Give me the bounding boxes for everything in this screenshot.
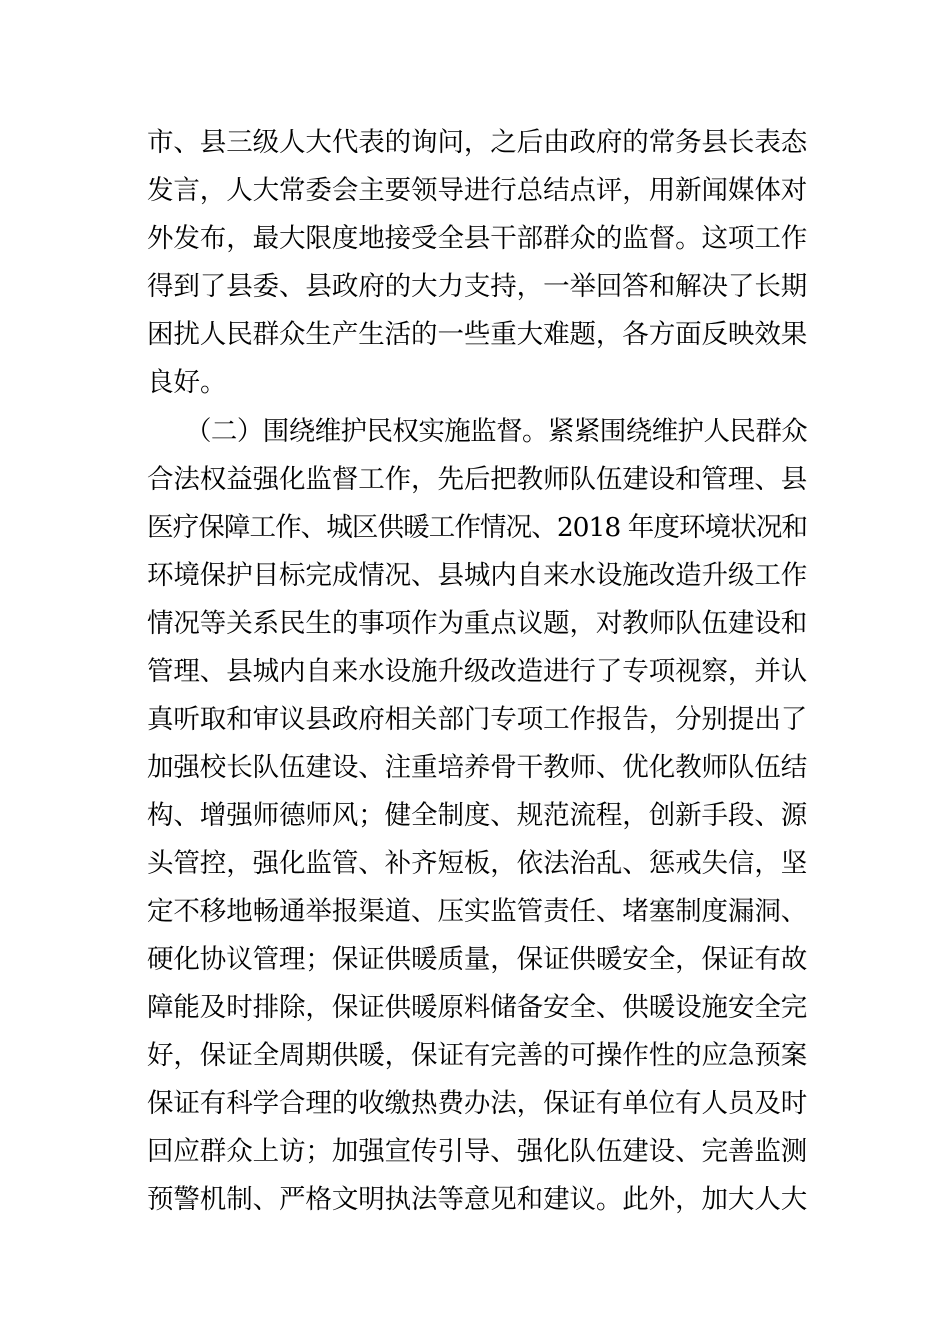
text-line: 良好。 [147,367,227,398]
text-line: 市、县三级人大代表的询问，之后由政府的常务县长表态 [147,127,807,158]
text-line: 加强校长队伍建设、注重培养骨干教师、优化教师队伍结 [147,752,807,783]
text-line: 预警机制、严格文明执法等意见和建议。此外，加大人大 [147,1184,807,1215]
text-line: 管理、县城内自来水设施升级改造进行了专项视察，并认 [147,656,807,687]
text-line: 环境保护目标完成情况、县城内自来水设施改造升级工作 [147,560,807,591]
text-line: 真听取和审议县政府相关部门专项工作报告，分别提出了 [147,704,807,735]
text-line: 好，保证全周期供暖，保证有完善的可操作性的应急预案 [147,1040,807,1071]
text-line: 障能及时排除，保证供暖原料储备安全、供暖设施安全完 [147,992,807,1023]
text-line: 得到了县委、县政府的大力支持，一举回答和解决了长期 [147,271,807,302]
text-line: 硬化协议管理；保证供暖质量，保证供暖安全，保证有故 [147,944,807,975]
text-line: 构、增强师德师风；健全制度、规范流程，创新手段、源 [147,800,807,831]
text-line: 情况等关系民生的事项作为重点议题，对教师队伍建设和 [147,608,807,639]
text-line: 回应群众上访；加强宣传引导、强化队伍建设、完善监测 [147,1136,807,1167]
text-line: 困扰人民群众生产生活的一些重大难题，各方面反映效果 [147,319,807,350]
section-heading-line: （二）围绕维护民权实施监督。紧紧围绕维护人民群众 [185,416,807,447]
text-line: 外发布，最大限度地接受全县干部群众的监督。这项工作 [147,223,807,254]
text-line: 定不移地畅通举报渠道、压实监管责任、堵塞制度漏洞、 [147,896,807,927]
text-line: 保证有科学合理的收缴热费办法，保证有单位有人员及时 [147,1088,807,1119]
text-line: 合法权益强化监督工作，先后把教师队伍建设和管理、县 [147,464,807,495]
text-line: 医疗保障工作、城区供暖工作情况、2018 年度环境状况和 [147,512,807,543]
text-line: 头管控，强化监管、补齐短板，依法治乱、惩戒失信，坚 [147,848,807,879]
text-line: 发言，人大常委会主要领导进行总结点评，用新闻媒体对 [147,175,807,206]
